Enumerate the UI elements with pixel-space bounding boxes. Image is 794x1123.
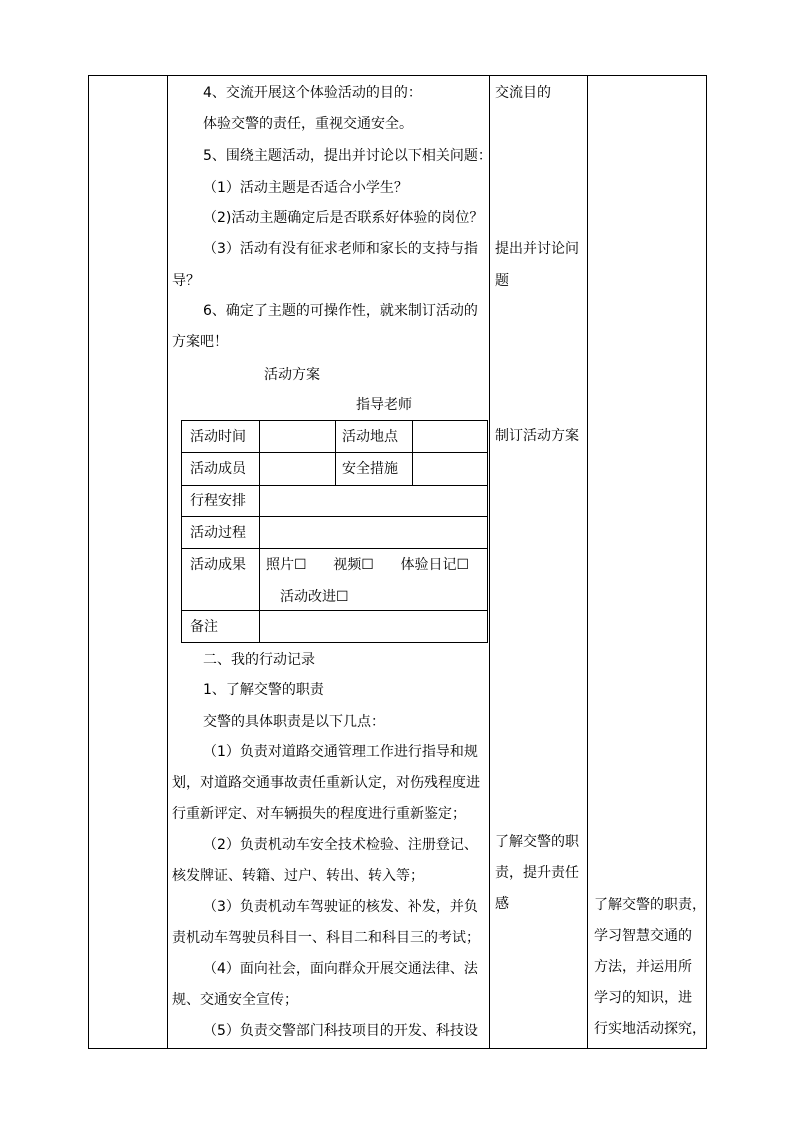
intent-text: 了解交警的职 [495, 834, 579, 850]
activity-place-label: 活动地点 [342, 429, 398, 445]
content-line: 规、交通安全宣传； [172, 992, 298, 1008]
intent-text: 责，提升责任 [495, 865, 579, 881]
intent-text: 感 [495, 896, 509, 912]
schedule-label: 行程安排 [190, 493, 246, 509]
content-line: 责机动车驾驶员科目一、科目二和科目三的考试； [172, 930, 480, 946]
results-options: 照片☐ 视频☐ 体验日记☐ [266, 557, 470, 573]
content-line: 1、了解交警的职责 [203, 682, 324, 698]
content-line: （2）负责机动车安全技术检验、注册登记、 [203, 837, 478, 853]
content-line: 体验交警的责任，重视交通安全。 [203, 116, 413, 132]
plan-title: 活动方案 [264, 367, 320, 383]
content-line: 方案吧！ [172, 334, 228, 350]
content-line: （3）活动有没有征求老师和家长的支持与指 [203, 241, 478, 257]
content-line: （3）负责机动车驾驶证的核发、补发，并负 [203, 899, 478, 915]
section-heading: 二、我的行动记录 [203, 652, 315, 668]
column-divider-3 [587, 76, 588, 1048]
intent-text: 制订活动方案 [495, 428, 579, 444]
content-line: （5）负责交警部门科技项目的开发、科技设 [203, 1023, 478, 1039]
content-line: 交警的具体职责是以下几点： [203, 714, 385, 730]
goal-text: 了解交警的职责， [594, 897, 706, 913]
goal-text: 行实地活动探究， [594, 1021, 706, 1037]
process-label: 活动过程 [190, 525, 246, 541]
content-line: 6、确定了主题的可操作性，就来制订活动的 [203, 303, 478, 319]
content-line: 划，对道路交通事故责任重新认定，对伤残程度进 [172, 775, 480, 791]
column-divider-1 [167, 76, 168, 1048]
activity-plan-table [181, 420, 488, 643]
content-line: （1）负责对道路交通管理工作进行指导和规 [203, 744, 478, 760]
content-line: 导？ [172, 273, 200, 289]
column-divider-2 [489, 76, 490, 1048]
safety-measures-label: 安全措施 [342, 461, 398, 477]
content-line: （1）活动主题是否适合小学生？ [203, 180, 408, 196]
intent-text: 交流目的 [495, 85, 551, 101]
goal-text: 学习智慧交通的 [594, 928, 692, 944]
results-improvement-option: 活动改进☐ [280, 589, 349, 605]
intent-text: 题 [495, 273, 509, 289]
goal-text: 学习的知识，进 [594, 990, 692, 1006]
content-line: 核发牌证、转籍、过户、转出、转入等； [172, 868, 424, 884]
activity-members-label: 活动成员 [190, 461, 246, 477]
activity-time-label: 活动时间 [190, 429, 246, 445]
advisor-label: 指导老师 [356, 397, 412, 413]
content-line: （4）面向社会，面向群众开展交通法律、法 [203, 961, 478, 977]
notes-label: 备注 [190, 619, 218, 635]
content-line: 4、交流开展这个体验活动的目的： [203, 85, 422, 101]
goal-text: 方法，并运用所 [594, 959, 692, 975]
intent-text: 提出并讨论问 [495, 241, 579, 257]
content-line: （2)活动主题确定后是否联系好体验的岗位？ [203, 210, 484, 226]
content-line: 行重新评定、对车辆损失的程度进行重新鉴定； [172, 806, 466, 822]
results-label: 活动成果 [190, 557, 246, 573]
content-line: 5、围绕主题活动，提出并讨论以下相关问题： [203, 148, 492, 164]
